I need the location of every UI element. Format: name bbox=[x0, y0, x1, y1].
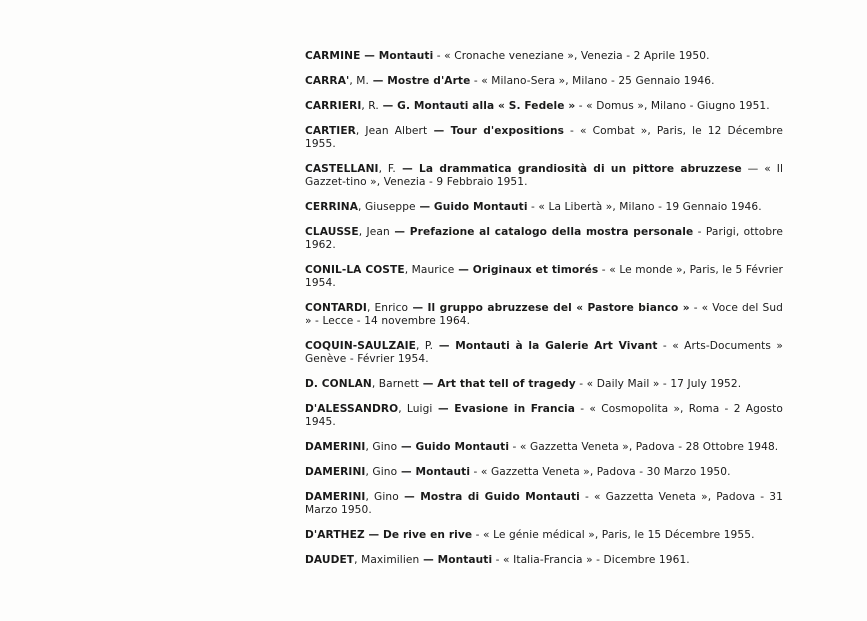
entry-title: — Montauti bbox=[419, 554, 493, 566]
entry-author: D'ARTHEZ bbox=[305, 529, 365, 541]
entry-given-name: , M. bbox=[349, 75, 369, 87]
entry-source: - « Cosmopolita », Roma - 2 Agosto 1945. bbox=[305, 403, 783, 428]
entry-author: CARRA' bbox=[305, 75, 350, 87]
entry-title: — Guido Montauti bbox=[397, 441, 510, 453]
entry-author: DAMERINI bbox=[305, 491, 366, 503]
bibliography-entry bbox=[305, 378, 783, 391]
entry-title: — De rive en rive bbox=[364, 529, 473, 541]
entry-title: — Montauti bbox=[360, 50, 434, 62]
bibliography-entry bbox=[305, 340, 783, 366]
entry-source: - « Le monde », Paris, le 5 Février 1954. bbox=[305, 264, 783, 289]
bibliography-entry bbox=[305, 403, 783, 429]
entry-author: CONTARDI bbox=[305, 302, 367, 314]
entry-given-name: , Gino bbox=[365, 491, 399, 503]
entry-author: DAUDET bbox=[305, 554, 355, 566]
entry-title: — G. Montauti alla « S. Fedele » bbox=[378, 100, 576, 112]
entry-author: CONIL-LA COSTE bbox=[305, 264, 405, 276]
entry-source: - « Gazzetta Veneta », Padova - 31 Marzo 1950. bbox=[305, 491, 783, 516]
entry-given-name: , Maurice bbox=[404, 264, 455, 276]
entry-source: — « Il Gazzet-tino », Venezia - 9 Febbraio 1951. bbox=[305, 163, 783, 188]
entry-source: - « Gazzetta Veneta », Padova - 28 Ottobre 1948. bbox=[509, 441, 779, 453]
entry-source: - « Gazzetta Veneta », Padova - 30 Marzo 1950. bbox=[470, 466, 731, 478]
bibliography-entry bbox=[305, 100, 783, 113]
entry-author: CARTIER bbox=[305, 125, 356, 137]
bibliography-list bbox=[305, 50, 783, 579]
entry-given-name: , Enrico bbox=[366, 302, 409, 314]
entry-given-name: , Barnett bbox=[371, 378, 419, 390]
bibliography-entry bbox=[305, 302, 783, 328]
entry-title: — La drammatica grandiosità di un pittore abruzzese bbox=[395, 163, 742, 175]
entry-author: CARRIERI bbox=[305, 100, 362, 112]
entry-title: — Montauti à la Galerie Art Vivant bbox=[433, 340, 658, 352]
bibliography-entry bbox=[305, 491, 783, 517]
entry-author: CASTELLANI bbox=[305, 163, 379, 175]
entry-given-name: , Gino bbox=[365, 466, 398, 478]
entry-title: — Mostra di Guido Montauti bbox=[398, 491, 580, 503]
bibliography-entry bbox=[305, 554, 783, 567]
entry-title: — Prefazione al catalogo della mostra personale bbox=[389, 226, 694, 238]
entry-source: - « Italia-Francia » - Dicembre 1961. bbox=[492, 554, 690, 566]
bibliography-entry bbox=[305, 163, 783, 189]
entry-source: - « Voce del Sud » - Lecce - 14 novembre 1964. bbox=[305, 302, 783, 327]
entry-title: — Guido Montauti bbox=[415, 201, 528, 213]
entry-source: - « Le génie médical », Paris, le 15 Décembre 1955. bbox=[472, 529, 755, 541]
bibliography-entry bbox=[305, 226, 783, 252]
entry-source: - « Daily Mail » - 17 July 1952. bbox=[575, 378, 742, 390]
entry-author: CERRINA bbox=[305, 201, 359, 213]
entry-author: CARMINE bbox=[305, 50, 361, 62]
bibliography-entry bbox=[305, 201, 783, 214]
entry-source: - « La Libertà », Milano - 19 Gennaio 1946. bbox=[527, 201, 762, 213]
bibliography-entry bbox=[305, 529, 783, 542]
entry-given-name: , Maximilien bbox=[354, 554, 420, 566]
entry-title: — Montauti bbox=[397, 466, 471, 478]
entry-title: — Il gruppo abruzzese del « Pastore bianco » bbox=[408, 302, 690, 314]
entry-author: CLAUSSE bbox=[305, 226, 359, 238]
entry-title: — Mostre d'Arte bbox=[369, 75, 471, 87]
entry-title: — Evasione in Francia bbox=[432, 403, 576, 415]
entry-title: — Tour d'expositions bbox=[427, 125, 564, 137]
entry-source: - « Milano-Sera », Milano - 25 Gennaio 1946. bbox=[470, 75, 715, 87]
entry-source: - « Arts-Documents » Genève - Février 1954. bbox=[305, 340, 783, 365]
bibliography-entry bbox=[305, 125, 783, 151]
entry-author: DAMERINI bbox=[305, 441, 366, 453]
entry-author: DAMERINI bbox=[305, 466, 366, 478]
entry-given-name: , Jean bbox=[358, 226, 390, 238]
entry-source: - Parigi, ottobre 1962. bbox=[305, 226, 783, 251]
entry-given-name: , R. bbox=[361, 100, 379, 112]
entry-given-name: , F. bbox=[378, 163, 396, 175]
entry-title: — Originaux et timorés bbox=[454, 264, 599, 276]
entry-author: D'ALESSANDRO bbox=[305, 403, 399, 415]
entry-given-name: , Luigi bbox=[398, 403, 433, 415]
bibliography-entry bbox=[305, 466, 783, 479]
bibliography-entry bbox=[305, 264, 783, 290]
entry-source: - « Domus », Milano - Giugno 1951. bbox=[575, 100, 770, 112]
entry-given-name: , Gino bbox=[365, 441, 398, 453]
bibliography-entry bbox=[305, 50, 783, 63]
bibliography-entry bbox=[305, 75, 783, 88]
entry-given-name: , P. bbox=[416, 340, 434, 352]
entry-title: — Art that tell of tragedy bbox=[418, 378, 576, 390]
entry-author: D. CONLAN bbox=[305, 378, 372, 390]
bibliography-entry bbox=[305, 441, 783, 454]
entry-given-name: , Jean Albert bbox=[355, 125, 428, 137]
entry-source: - « Combat », Paris, le 12 Décembre 1955. bbox=[305, 125, 783, 150]
entry-given-name: , Giuseppe bbox=[358, 201, 416, 213]
entry-author: COQUIN-SAULZAIE bbox=[305, 340, 417, 352]
entry-source: - « Cronache veneziane », Venezia - 2 Aprile 1950. bbox=[433, 50, 710, 62]
